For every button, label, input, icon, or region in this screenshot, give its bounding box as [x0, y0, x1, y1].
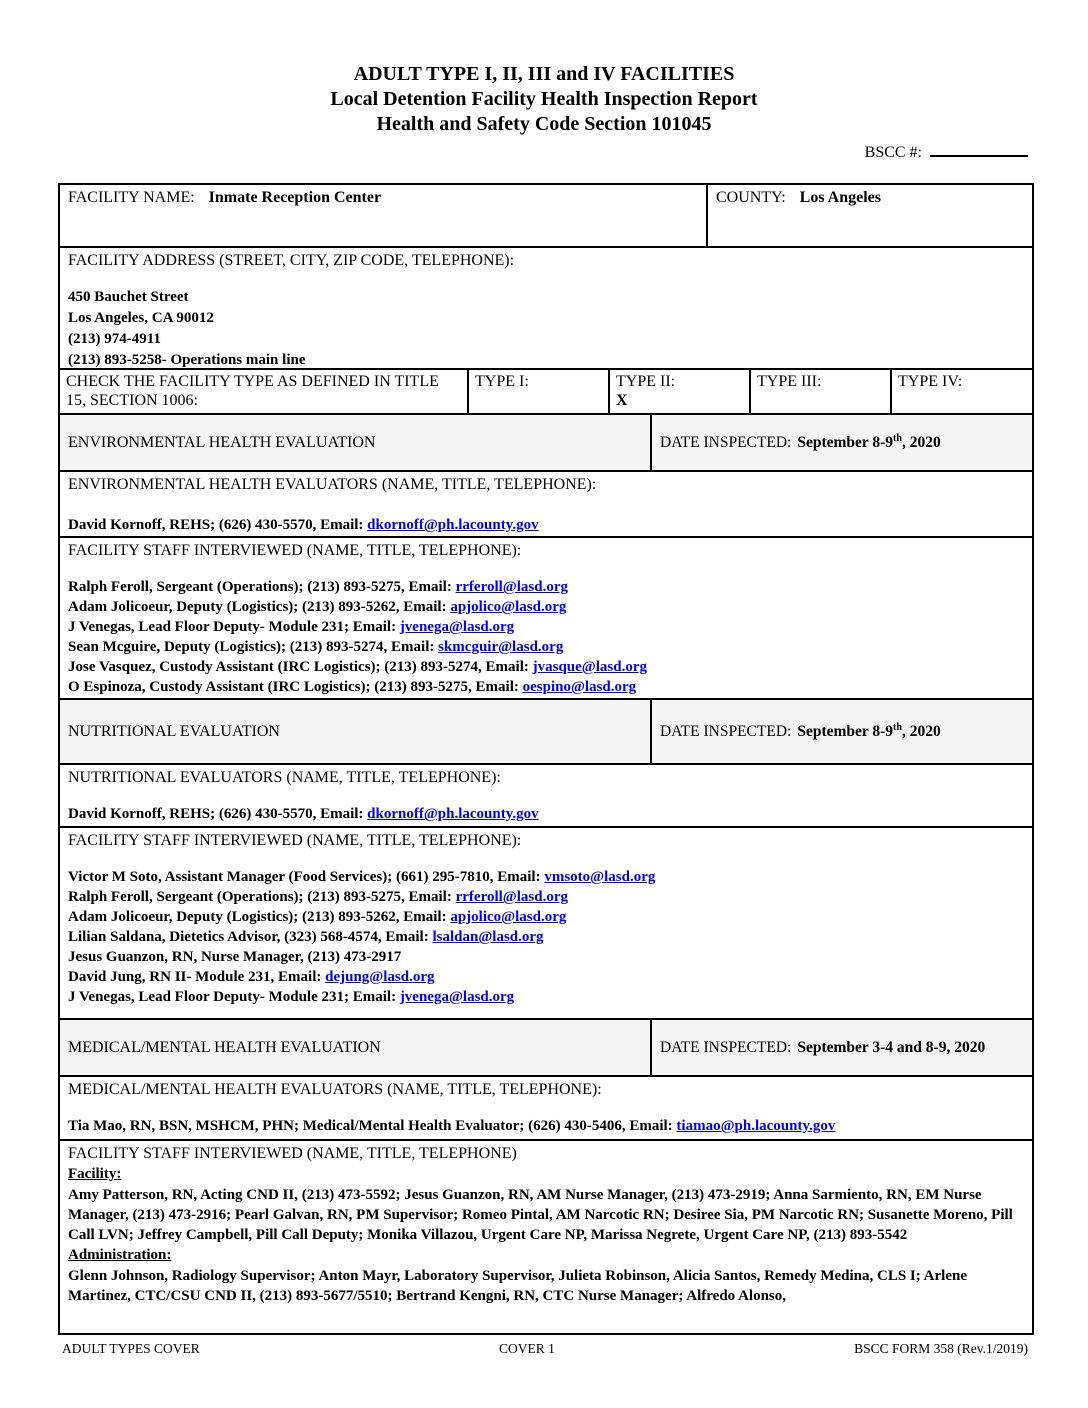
facility-name-row	[60, 185, 1032, 248]
spacer	[68, 495, 1024, 515]
staff-line-text: David Jung, RN II- Module 231, Email:	[68, 969, 326, 985]
type-i-label: TYPE I:	[475, 373, 529, 390]
staff-line	[68, 677, 1024, 697]
medical-evaluators-label: MEDICAL/MENTAL HEALTH EVALUATORS (NAME, TITLE, TELEPHONE):	[68, 1081, 602, 1098]
staff-line	[68, 577, 1024, 597]
title-line-2: Local Detention Facility Health Inspection Report	[330, 88, 758, 110]
document-title	[0, 62, 1088, 137]
staff-line-text: J Venegas, Lead Floor Deputy- Module 231; Email:	[68, 989, 400, 1005]
staff-line-text: David Kornoff, REHS; (626) 430-5570, Email:	[68, 517, 368, 533]
nutritional-evaluator-lines	[68, 804, 1024, 824]
text-line: Los Angeles, CA 90012	[68, 310, 214, 326]
bscc-number-field	[865, 140, 1028, 162]
staff-line-text: Lilian Saldana, Dietetics Advisor, (323) 568-4574, Email:	[68, 929, 433, 945]
nutritional-staff-row	[60, 828, 1032, 1020]
ordinal-superscript: th	[893, 721, 902, 733]
bscc-label: BSCC #:	[864, 144, 922, 161]
staff-line	[68, 907, 1024, 927]
environmental-evaluators-row	[60, 472, 1032, 538]
medical-date-cell	[650, 1020, 1032, 1075]
county-value: Los Angeles	[799, 189, 881, 206]
nutritional-title: NUTRITIONAL EVALUATION	[60, 700, 650, 763]
spacer	[68, 561, 1024, 577]
nutritional-staff-lines	[68, 867, 1024, 1007]
staff-line-text: Ralph Feroll, Sergeant (Operations); (213) 893-5275, Email:	[68, 579, 456, 595]
spacer	[68, 851, 1024, 867]
county-label: COUNTY:	[716, 189, 786, 206]
facility-name-label: FACILITY NAME:	[68, 189, 195, 206]
type-ii-cell	[608, 370, 749, 413]
email-link[interactable]: oespino@lasd.org	[522, 679, 637, 695]
type-iv-cell	[890, 370, 1032, 413]
medical-evaluators-row	[60, 1077, 1032, 1141]
footer-right: BSCC FORM 358 (Rev.1/2019)	[854, 1341, 1028, 1356]
staff-line	[68, 617, 1024, 637]
staff-line-text: Tia Mao, RN, BSN, MSHCM, PHN; Medical/Mental Health Evaluator; (626) 430-5406, Email:	[68, 1118, 677, 1134]
county-cell	[706, 185, 1032, 246]
nutritional-date-cell	[650, 700, 1032, 763]
email-link[interactable]: rrferoll@lasd.org	[455, 889, 569, 905]
staff-line-text: Sean Mcguire, Deputy (Logistics); (213) 893-5274, Email:	[68, 639, 439, 655]
facility-address-row	[60, 248, 1032, 370]
environmental-staff-row	[60, 538, 1032, 700]
email-link[interactable]: jvenega@lasd.org	[399, 989, 515, 1005]
email-link[interactable]: tiamao@ph.lacounty.gov	[676, 1118, 836, 1134]
page-footer	[62, 1341, 1028, 1357]
email-link[interactable]: jvasque@lasd.org	[532, 659, 647, 675]
medical-staff-row	[60, 1141, 1032, 1333]
facility-staff-paragraph: Amy Patterson, RN, Acting CND II, (213) 473-5592; Jesus Guanzon, RN, AM Nurse Manager, (213) 473-2919; Anna Sarmiento, RN, EM Nurse Manager, (213) 473-2916; Pearl Galvan, RN, PM Supervisor; Romeo Pintal, AM Narcotic RN; Desiree Sia, PM Narcotic RN; Susanette Moreno, Pill Call LVN; Jeffrey Campbell, Pill Call Deputy; Monika Villazou, Urgent Care NP, Marissa Negrete, Urgent Care NP, (213) 893-5542	[68, 1187, 1013, 1243]
staff-line	[68, 1116, 1024, 1136]
nutritional-header-row	[60, 700, 1032, 765]
footer-center: COVER 1	[498, 1341, 555, 1356]
facility-subheading: Facility:	[68, 1166, 122, 1182]
environmental-evaluator-lines	[68, 515, 1024, 535]
staff-line-text: Victor M Soto, Assistant Manager (Food Services); (661) 295-7810, Email:	[68, 869, 545, 885]
inspection-form-table	[58, 183, 1034, 1335]
email-link[interactable]: dkornoff@ph.lacounty.gov	[367, 517, 539, 533]
text-line: (213) 974-4911	[68, 331, 161, 347]
medical-date-label: DATE INSPECTED:	[660, 1038, 792, 1056]
type-ii-mark: X	[616, 392, 628, 409]
environmental-header-row	[60, 415, 1032, 472]
email-link[interactable]: vmsoto@lasd.org	[544, 869, 656, 885]
environmental-date-cell	[650, 415, 1032, 470]
type-i-cell	[467, 370, 608, 413]
type-iv-label: TYPE IV:	[898, 373, 963, 390]
facility-name-value: Inmate Reception Center	[208, 189, 382, 206]
spacer	[68, 788, 1024, 804]
medical-date-value: September 3-4 and 8-9, 2020	[797, 1038, 986, 1056]
staff-line	[68, 987, 1024, 1007]
email-link[interactable]: dejung@lasd.org	[325, 969, 435, 985]
facility-name-cell	[60, 185, 706, 246]
nutritional-evaluators-row	[60, 765, 1032, 828]
text-line: 450 Bauchet Street	[68, 289, 189, 305]
email-link[interactable]: rrferoll@lasd.org	[455, 579, 569, 595]
type-iii-cell	[749, 370, 890, 413]
title-line-1: ADULT TYPE I, II, III and IV FACILITIES	[353, 63, 735, 85]
staff-line	[68, 657, 1024, 677]
facility-address-label: FACILITY ADDRESS (STREET, CITY, ZIP CODE, TELEPHONE):	[68, 252, 515, 269]
staff-line	[68, 887, 1024, 907]
email-link[interactable]: apjolico@lasd.org	[450, 909, 567, 925]
staff-line-text: Jose Vasquez, Custody Assistant (IRC Logistics); (213) 893-5274, Email:	[68, 659, 533, 675]
environmental-date-label: DATE INSPECTED:	[660, 433, 792, 451]
administration-staff-paragraph: Glenn Johnson, Radiology Supervisor; Anton Mayr, Laboratory Supervisor, Julieta Robinson, Alicia Santos, Remedy Medina, CLS I; Arlene Martinez, CTC/CSU CND II, (213) 893-5677/5510; Bertrand Kengni, RN, CTC Nurse Manager; Alfredo Alonso,	[68, 1268, 967, 1304]
staff-line	[68, 927, 1024, 947]
environmental-staff-label: FACILITY STAFF INTERVIEWED (NAME, TITLE, TELEPHONE):	[68, 542, 522, 559]
staff-line	[68, 947, 1024, 967]
staff-line-text: Adam Jolicoeur, Deputy (Logistics); (213) 893-5262, Email:	[68, 599, 451, 615]
bscc-blank-line	[930, 140, 1028, 157]
environmental-evaluators-label: ENVIRONMENTAL HEALTH EVALUATORS (NAME, TITLE, TELEPHONE):	[68, 476, 597, 493]
facility-type-instruction: CHECK THE FACILITY TYPE AS DEFINED IN TITLE 15, SECTION 1006:	[66, 373, 439, 409]
medical-staff-label: FACILITY STAFF INTERVIEWED (NAME, TITLE, TELEPHONE)	[68, 1145, 517, 1162]
staff-line	[68, 967, 1024, 987]
staff-line-text: Adam Jolicoeur, Deputy (Logistics); (213) 893-5262, Email:	[68, 909, 451, 925]
text-line: (213) 893-5258- Operations main line	[68, 352, 306, 368]
medical-title: MEDICAL/MENTAL HEALTH EVALUATION	[60, 1020, 650, 1075]
footer-left: ADULT TYPES COVER	[62, 1341, 200, 1356]
staff-line	[68, 597, 1024, 617]
type-iii-label: TYPE III:	[757, 373, 822, 390]
nutritional-date-label: DATE INSPECTED:	[660, 722, 792, 740]
facility-type-row	[60, 370, 1032, 415]
staff-line-text: J Venegas, Lead Floor Deputy- Module 231; Email:	[68, 619, 400, 635]
staff-line-text: Ralph Feroll, Sergeant (Operations); (213) 893-5275, Email:	[68, 889, 456, 905]
title-line-3: Health and Safety Code Section 101045	[376, 113, 712, 135]
email-link[interactable]: apjolico@lasd.org	[450, 599, 567, 615]
environmental-date-value: September 8-9th, 2020	[797, 432, 941, 452]
email-link[interactable]: skmcguir@lasd.org	[438, 639, 564, 655]
spacer	[68, 1100, 1024, 1116]
staff-line-text: David Kornoff, REHS; (626) 430-5570, Email:	[68, 806, 368, 822]
email-link[interactable]: dkornoff@ph.lacounty.gov	[367, 806, 539, 822]
administration-subheading: Administration:	[68, 1247, 172, 1263]
medical-evaluator-lines	[68, 1116, 1024, 1136]
email-link[interactable]: lsaldan@lasd.org	[432, 929, 544, 945]
staff-line	[68, 867, 1024, 887]
type-ii-label: TYPE II:	[616, 373, 676, 390]
staff-line	[68, 804, 1024, 824]
spacer	[68, 271, 1024, 287]
environmental-title: ENVIRONMENTAL HEALTH EVALUATION	[60, 415, 650, 470]
nutritional-staff-label: FACILITY STAFF INTERVIEWED (NAME, TITLE, TELEPHONE):	[68, 832, 522, 849]
ordinal-superscript: th	[893, 432, 902, 444]
nutritional-date-value: September 8-9th, 2020	[797, 721, 941, 741]
environmental-staff-lines	[68, 577, 1024, 697]
email-link[interactable]: jvenega@lasd.org	[399, 619, 515, 635]
staff-line-text: Jesus Guanzon, RN, Nurse Manager, (213) 473-2917	[68, 949, 402, 965]
staff-line	[68, 637, 1024, 657]
medical-header-row	[60, 1020, 1032, 1077]
staff-line	[68, 515, 1024, 535]
staff-line-text: O Espinoza, Custody Assistant (IRC Logistics); (213) 893-5275, Email:	[68, 679, 523, 695]
facility-address-lines	[68, 287, 1024, 370]
nutritional-evaluators-label: NUTRITIONAL EVALUATORS (NAME, TITLE, TELEPHONE):	[68, 769, 501, 786]
